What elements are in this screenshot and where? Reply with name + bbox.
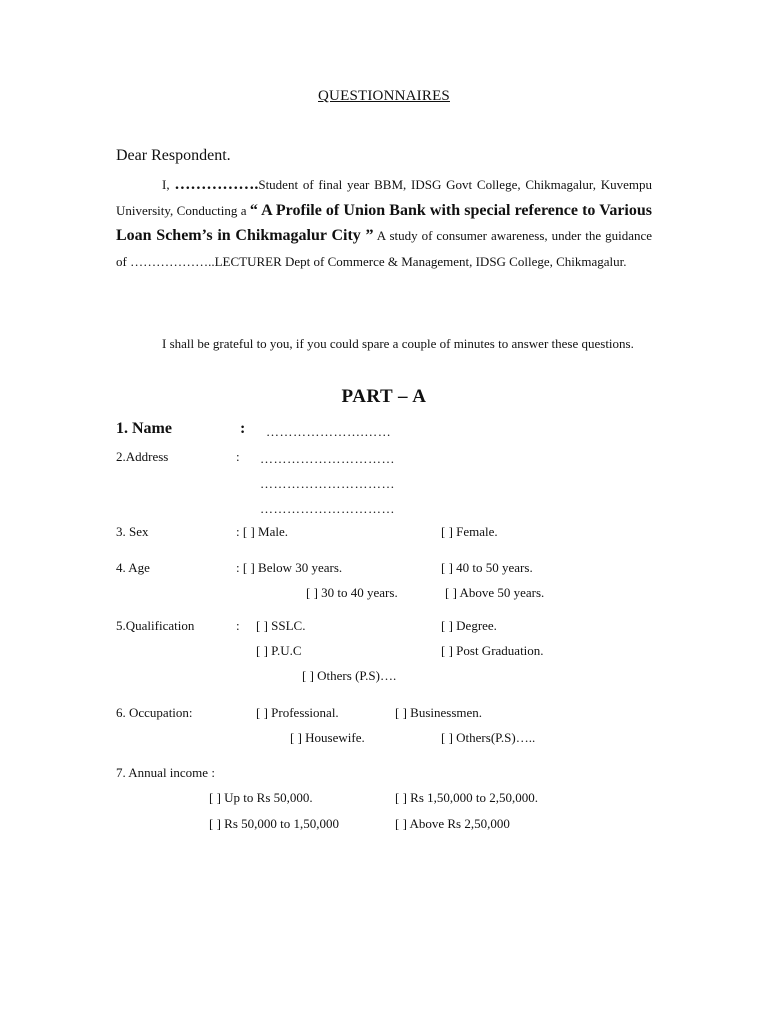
qualification-option-puc[interactable]: [ ] P.U.C (256, 643, 302, 658)
name-field[interactable]: ………………….…… (266, 424, 392, 439)
qualification-option-post-graduation[interactable]: [ ] Post Graduation. (441, 643, 544, 658)
qualification-label: 5.Qualification (116, 618, 195, 633)
occupation-option-others[interactable]: [ ] Others(P.S)….. (441, 730, 536, 745)
sex-label: 3. Sex (116, 524, 149, 539)
address-colon: : (236, 449, 240, 464)
intro-paragraph (116, 172, 652, 274)
document-title: QUESTIONNAIRES (318, 88, 450, 104)
intro-student-blank: ……………. (174, 176, 259, 193)
income-label: 7. Annual income : (116, 765, 215, 780)
age-option-40-50[interactable]: [ ] 40 to 50 years. (441, 560, 533, 575)
income-option-50000-150000[interactable]: [ ] Rs 50,000 to 1,50,000 (209, 816, 339, 831)
income-option-above-250000[interactable]: [ ] Above Rs 2,50,000 (395, 816, 510, 831)
age-label: 4. Age (116, 560, 150, 575)
income-option-150000-250000[interactable]: [ ] Rs 1,50,000 to 2,50,000. (395, 790, 538, 805)
age-option-below-30[interactable]: : [ ] Below 30 years. (236, 560, 343, 575)
name-label: 1. Name (116, 420, 172, 437)
occupation-option-professional[interactable]: [ ] Professional. (256, 705, 339, 720)
salutation: Dear Respondent. (116, 147, 231, 164)
address-field-line-3[interactable]: ………………………… (260, 501, 395, 516)
part-a-heading: PART – A (341, 386, 427, 407)
sex-option-male[interactable]: : [ ] Male. (236, 524, 288, 539)
sex-option-female[interactable]: [ ] Female. (441, 524, 498, 539)
qualification-colon: : (236, 618, 240, 633)
income-option-up-to-50000[interactable]: [ ] Up to Rs 50,000. (209, 790, 313, 805)
request-text: I shall be grateful to you, if you could spare a couple of minutes to answer these questions. (162, 336, 634, 351)
request-paragraph (116, 331, 652, 357)
qualification-option-degree[interactable]: [ ] Degree. (441, 618, 497, 633)
intro-text-2: Student of final year BBM, IDSG Govt College, Chikmagalur, Kuvempu University, Conducting a (116, 177, 652, 218)
project-title: “ A Profile of Union Bank with special reference to Various Loan Schem’s in Chikmagalur City ” (116, 201, 652, 244)
address-field-line-1[interactable]: ………………………… (260, 451, 395, 466)
address-label: 2.Address (116, 449, 169, 464)
qualification-option-others[interactable]: [ ] Others (P.S)…. (302, 668, 397, 683)
age-option-30-40[interactable]: [ ] 30 to 40 years. (306, 585, 398, 600)
address-field-line-2[interactable]: ………………………… (260, 476, 395, 491)
qualification-option-sslc[interactable]: [ ] SSLC. (256, 618, 306, 633)
age-option-above-50[interactable]: [ ] Above 50 years. (445, 585, 545, 600)
occupation-option-housewife[interactable]: [ ] Housewife. (290, 730, 365, 745)
occupation-option-businessmen[interactable]: [ ] Businessmen. (395, 705, 483, 720)
occupation-label: 6. Occupation: (116, 705, 193, 720)
intro-text-3: A study of consumer awareness, under the guidance of ………………..LECTURER Dept of Commerce & Management, IDSG College, Chikmagalur. (116, 228, 653, 269)
name-colon: : (240, 420, 246, 437)
intro-text-1: I, (162, 177, 175, 192)
